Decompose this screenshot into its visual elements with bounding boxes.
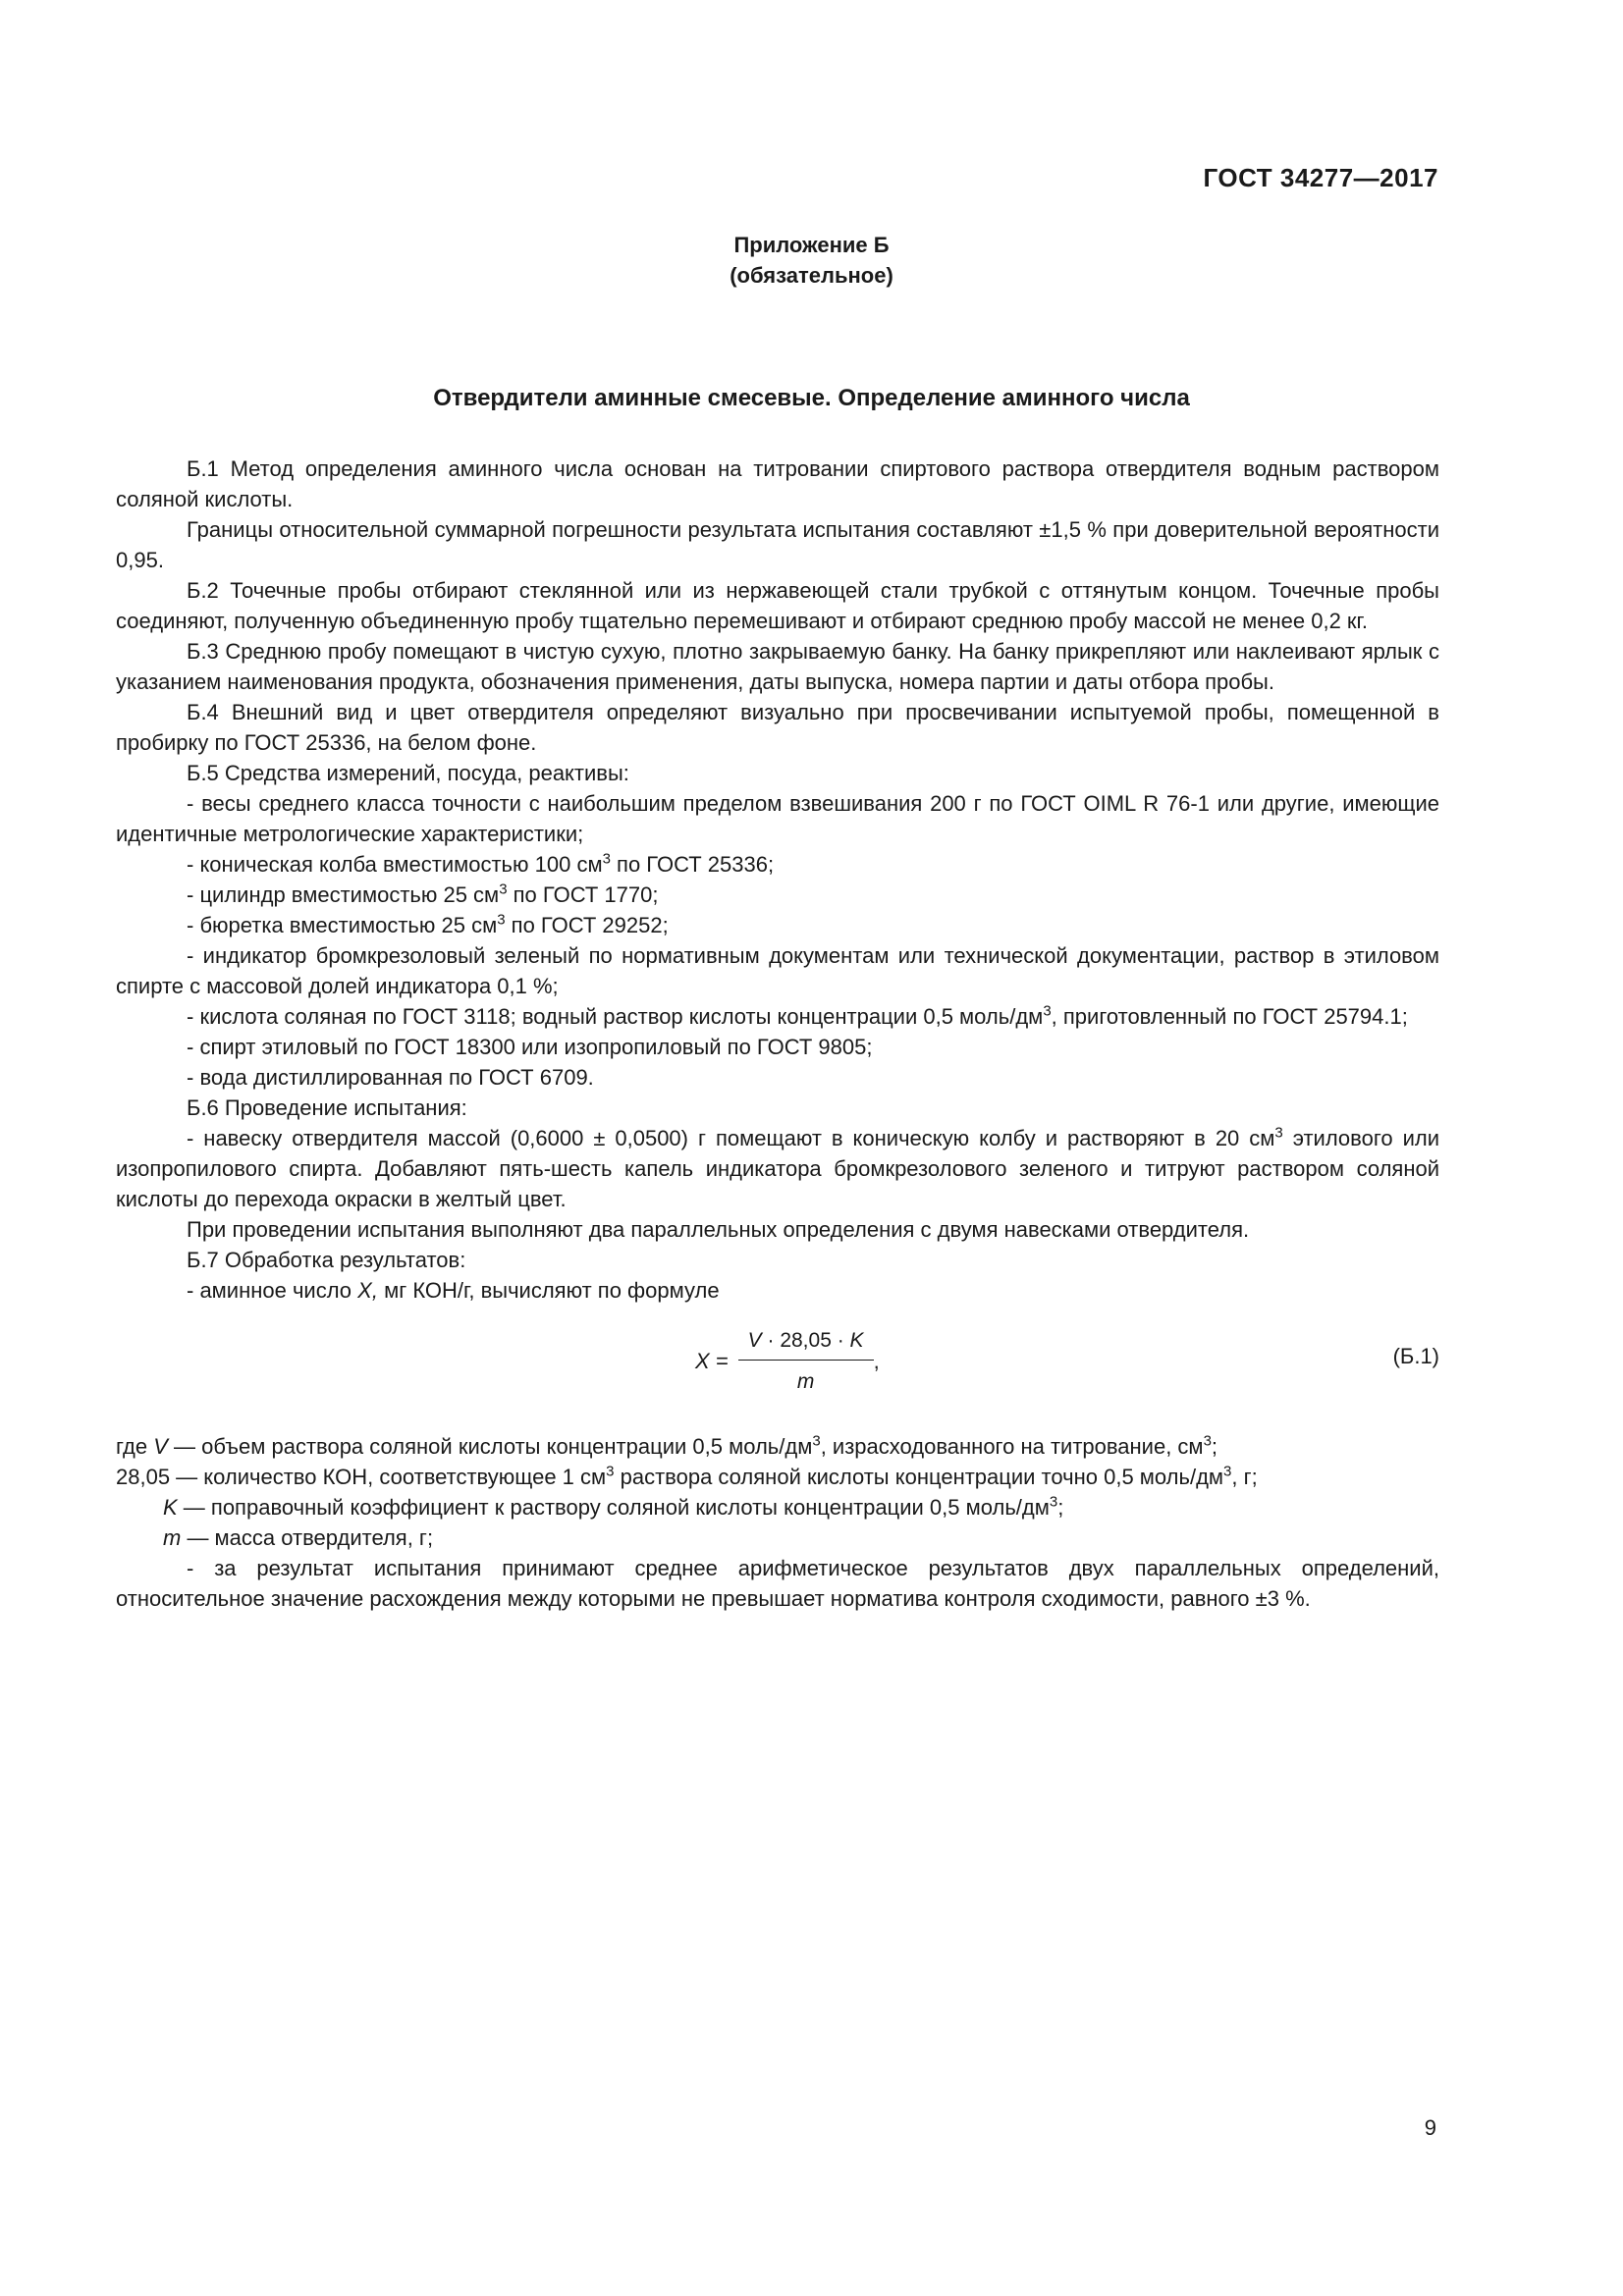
list-item-acid: - кислота соляная по ГОСТ 3118; водный раствор кислоты концентрации 0,5 моль/$дм^3$, приготовленный по ГОСТ 25794.1; xyxy=(187,1002,1408,1029)
formula-fraction xyxy=(738,1325,874,1397)
list-item-water: - вода дистиллированная по ГОСТ 6709. xyxy=(187,1065,594,1090)
list-item-scales: - весы среднего класса точности с наибольшим пределом взвешивания 200 г по ГОСТ OIML R 76-1 или другие, имеющие идентичные метрологические характеристики; xyxy=(116,791,1439,846)
page-number: 9 xyxy=(1424,2115,1436,2140)
list-item-indicator: - индикатор бромкрезоловый зеленый по нормативным документам или технической документации, раствор в этиловом спирте с массовой долей индикатора 0,1 %; xyxy=(116,943,1439,998)
appendix-status: (обязательное) xyxy=(730,263,893,288)
formula-lhs: X = xyxy=(695,1349,729,1373)
formula-denominator: m xyxy=(796,1370,815,1393)
paragraph-error-bounds: Границы относительной суммарной погрешности результата испытания составляют ±1,5 % при доверительной вероятности 0,95. xyxy=(116,517,1439,572)
paragraph-b5: Б.5 Средства измерений, посуда, реактивы: xyxy=(187,761,629,785)
formula-numerator: V · 28,05 · K xyxy=(738,1325,874,1361)
appendix-label: Приложение Б xyxy=(733,233,890,257)
list-item-burette: - бюретка вместимостью 25 $см^3$ по ГОСТ 29252; xyxy=(187,911,669,937)
list-item-alcohol: - спирт этиловый по ГОСТ 18300 или изопропиловый по ГОСТ 9805; xyxy=(187,1035,873,1059)
where-v: где V — объем раствора соляной кислоты концентрации 0,5 моль/$дм^3$, израсходованного на титрование, $см^3$; xyxy=(116,1432,1218,1459)
paragraph-parallel: При проведении испытания выполняют два параллельных определения с двумя навесками отвердителя. xyxy=(187,1217,1250,1242)
formula-block xyxy=(116,1319,1439,1417)
where-koh: 28,05 — количество КОН, соответствующее 1 $см^3$ раствора соляной кислоты концентрации точно 0,5 моль/$дм^3$, г; xyxy=(116,1463,1258,1489)
where-k: K — поправочный коэффициент к раствору соляной кислоты концентрации 0,5 моль/$дм^3$; xyxy=(163,1493,1064,1520)
list-item-result: - за результат испытания принимают среднее арифметическое результатов двух параллельных определений, относительное значение расхождения между которыми не превышает норматива контроля сходимости, равного ±3 %. xyxy=(116,1556,1439,1611)
formula-comma: , xyxy=(873,1349,880,1373)
paragraph-b4: Б.4 Внешний вид и цвет отвердителя определяют визуально при просвечивании испытуемой пробы, помещенной в пробирку по ГОСТ 25336, на белом фоне. xyxy=(116,700,1439,755)
list-item-amine-number: - аминное число X, мг КОН/г, вычисляют по формуле xyxy=(187,1278,720,1303)
paragraph-b2: Б.2 Точечные пробы отбирают стеклянной или из нержавеющей стали трубкой с оттянутым концом. Точечные пробы соединяют, полученную объединенную пробу тщательно перемешивают и отбирают среднюю пробу массой не менее 0,2 кг. xyxy=(116,578,1439,633)
paragraph-b1: Б.1 Метод определения аминного числа основан на титровании спиртового раствора отвердителя водным раствором соляной кислоты. xyxy=(116,456,1439,511)
document-body xyxy=(116,454,1439,1614)
document-code: ГОСТ 34277—2017 xyxy=(1203,163,1438,192)
list-item-flask: - коническая колба вместимостью 100 $см^3$ по ГОСТ 25336; xyxy=(187,850,775,877)
section-title: Отвердители аминные смесевые. Определение аминного числа xyxy=(433,385,1190,411)
paragraph-b3: Б.3 Среднюю пробу помещают в чистую сухую, плотно закрываемую банку. На банку прикрепляют или наклеивают ярлык с указанием наименования продукта, обозначения применения, даты выпуска, номера партии и даты отбора пробы. xyxy=(116,639,1439,694)
formula xyxy=(695,1325,880,1397)
list-item-procedure: - навеску отвердителя массой (0,6000 ± 0,0500) г помещают в коническую колбу и растворяют в 20 $см^3$ этилового или изопропилового спирта. Добавляют пять-шесть капель индикатора бромкрезолового зеленого и титруют раствором соляной кислоты до перехода окраски в желтый цвет. xyxy=(116,1124,1439,1211)
paragraph-b6: Б.6 Проведение испытания: xyxy=(187,1095,467,1120)
where-m: m — масса отвердителя, г; xyxy=(163,1525,434,1550)
list-item-cylinder: - цилиндр вместимостью 25 $см^3$ по ГОСТ 1770; xyxy=(187,881,659,907)
paragraph-b7: Б.7 Обработка результатов: xyxy=(187,1248,466,1272)
formula-number: (Б.1) xyxy=(1392,1344,1439,1368)
